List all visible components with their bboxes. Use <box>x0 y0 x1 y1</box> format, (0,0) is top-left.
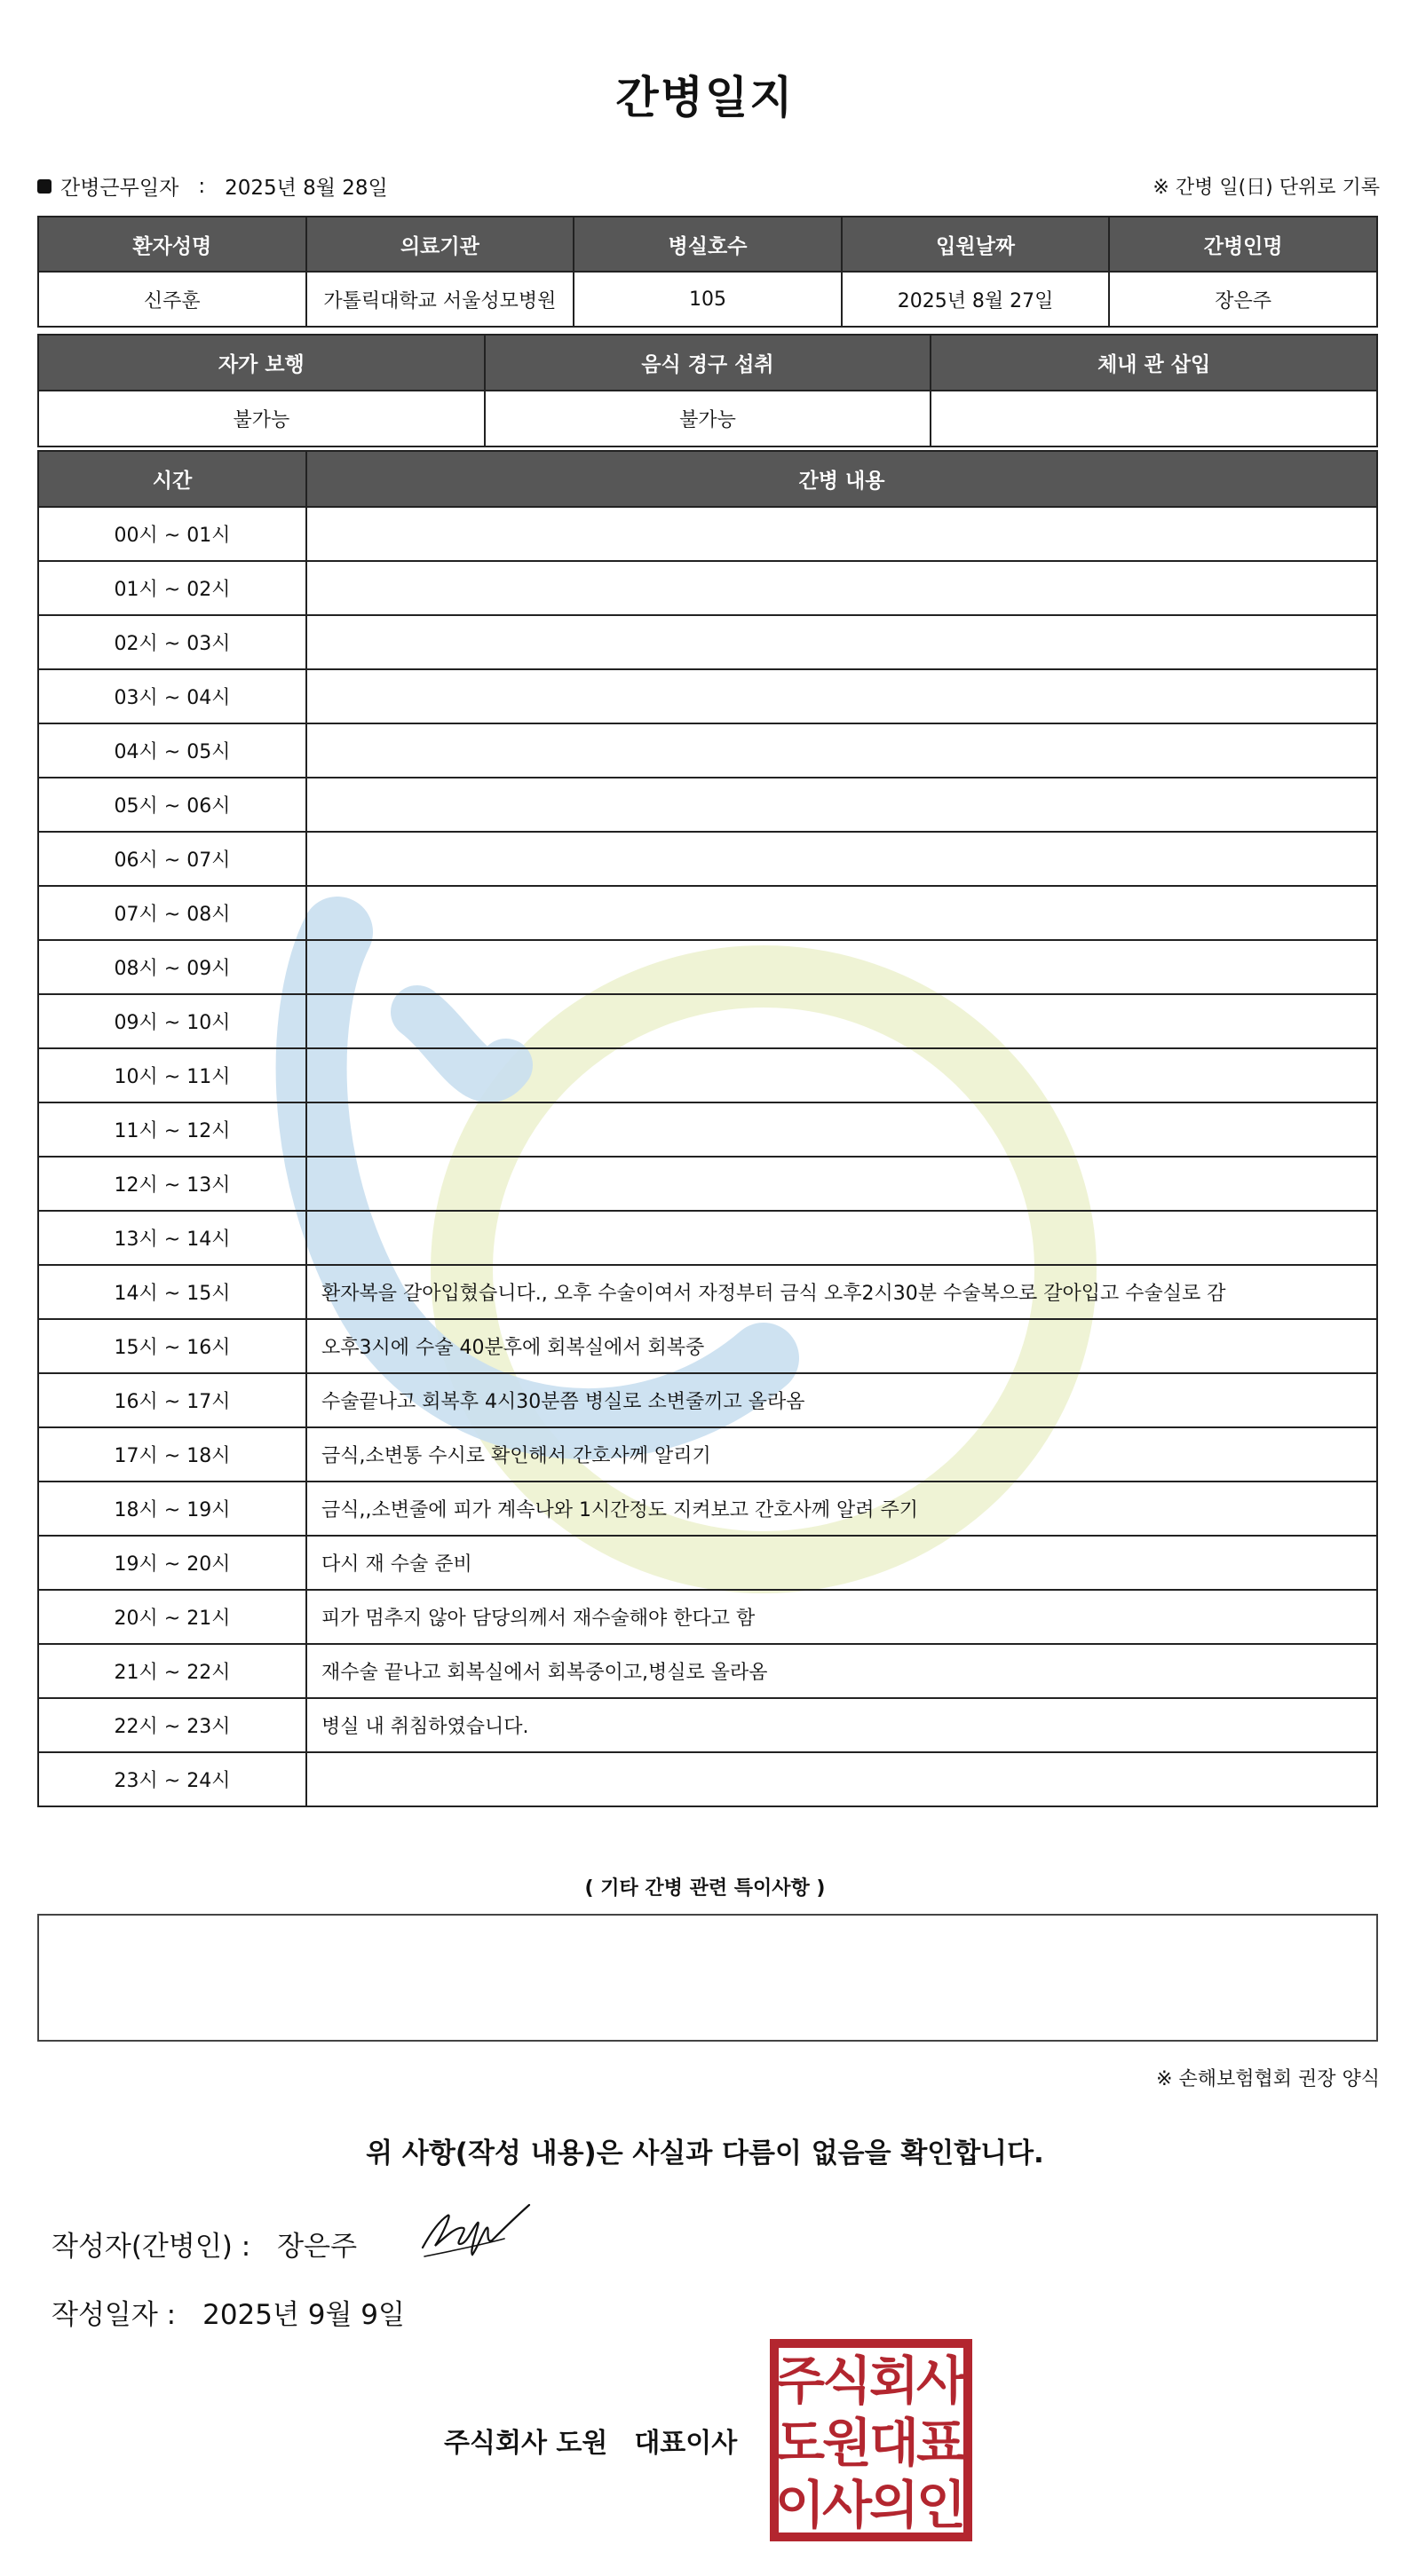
table-row <box>38 940 1377 994</box>
care-content-cell: 다시 재 수술 준비 <box>306 1536 1377 1590</box>
care-content-cell <box>306 832 1377 886</box>
header-time: 시간 <box>38 451 306 507</box>
time-cell: 15시 ~ 16시 <box>38 1319 306 1373</box>
care-date-separator: : <box>198 174 206 198</box>
seal-character: 의 <box>868 2475 920 2535</box>
time-cell: 05시 ~ 06시 <box>38 778 306 832</box>
table-row <box>38 723 1377 778</box>
table-row <box>38 1265 1377 1319</box>
seal-character: 사 <box>821 2475 873 2535</box>
self-walking-value: 불가능 <box>38 391 485 446</box>
care-content-cell <box>306 1752 1377 1806</box>
seal-character: 사 <box>915 2351 967 2411</box>
care-content-cell <box>306 1211 1377 1265</box>
association-note: ※ 손해보험협회 권장 양식 <box>1156 2068 1380 2090</box>
table-row <box>38 994 1377 1048</box>
care-content-cell <box>306 886 1377 940</box>
table-row <box>38 1698 1377 1752</box>
care-log-table <box>37 450 1378 1807</box>
seal-character: 인 <box>915 2475 967 2535</box>
table-row <box>38 886 1377 940</box>
page-title: 간병일지 <box>615 72 795 123</box>
care-content-cell <box>306 1157 1377 1211</box>
time-cell: 22시 ~ 23시 <box>38 1698 306 1752</box>
writer-line <box>51 2224 357 2264</box>
care-content-cell <box>306 940 1377 994</box>
time-cell: 23시 ~ 24시 <box>38 1752 306 1806</box>
care-content-cell: 환자복을 갈아입혔습니다., 오후 수술이여서 자정부터 금식 오후2시30분 수술복으로 갈아입고 수술실로 감 <box>306 1265 1377 1319</box>
care-content-cell <box>306 669 1377 723</box>
care-content-cell: 오후3시에 수술 40분후에 회복실에서 회복중 <box>306 1319 1377 1373</box>
care-content-cell: 병실 내 취침하였습니다. <box>306 1698 1377 1752</box>
table-row <box>38 507 1377 561</box>
time-cell: 01시 ~ 02시 <box>38 561 306 615</box>
time-cell: 13시 ~ 14시 <box>38 1211 306 1265</box>
header-caregiver-name: 간병인명 <box>1109 217 1377 272</box>
company-title: 대표이사 <box>634 2428 738 2459</box>
table-row <box>38 1048 1377 1102</box>
table-row <box>38 1427 1377 1482</box>
table-row <box>38 1102 1377 1157</box>
header-room-number: 병실호수 <box>574 217 842 272</box>
time-cell: 17시 ~ 18시 <box>38 1427 306 1482</box>
care-date <box>37 171 388 201</box>
time-cell: 00시 ~ 01시 <box>38 507 306 561</box>
written-date-value: 2025년 9월 9일 <box>202 2299 405 2331</box>
seal-character: 회 <box>868 2351 920 2411</box>
time-cell: 21시 ~ 22시 <box>38 1644 306 1698</box>
table-row <box>38 778 1377 832</box>
time-cell: 14시 ~ 15시 <box>38 1265 306 1319</box>
tube-insertion-value <box>931 391 1377 446</box>
caregiver-name: 장은주 <box>1109 272 1377 327</box>
table-row <box>38 1752 1377 1806</box>
table-row <box>38 1482 1377 1536</box>
bullet-square-icon <box>37 179 51 194</box>
care-content-cell <box>306 778 1377 832</box>
seal-character: 도 <box>774 2413 826 2473</box>
seal-character: 이 <box>774 2475 826 2535</box>
care-content-cell <box>306 561 1377 615</box>
room-number: 105 <box>574 272 842 327</box>
special-notes-title: ( 기타 간병 관련 특이사항 ) <box>584 1877 826 1900</box>
table-row <box>38 1590 1377 1644</box>
writer-name: 장은주 <box>277 2231 358 2263</box>
oral-intake-value: 불가능 <box>485 391 931 446</box>
time-cell: 11시 ~ 12시 <box>38 1102 306 1157</box>
time-cell: 07시 ~ 08시 <box>38 886 306 940</box>
company-name: 주식회사 도원 <box>444 2428 608 2459</box>
table-row <box>38 1157 1377 1211</box>
time-cell: 04시 ~ 05시 <box>38 723 306 778</box>
table-row <box>38 832 1377 886</box>
time-cell: 08시 ~ 09시 <box>38 940 306 994</box>
table-row <box>38 1644 1377 1698</box>
time-cell: 19시 ~ 20시 <box>38 1536 306 1590</box>
seal-character: 주 <box>774 2351 826 2411</box>
table-row <box>38 669 1377 723</box>
time-cell: 12시 ~ 13시 <box>38 1157 306 1211</box>
care-content-cell: 피가 멈추지 않아 담당의께서 재수술해야 한다고 함 <box>306 1590 1377 1644</box>
hospital-name: 가톨릭대학교 서울성모병원 <box>306 272 574 327</box>
writer-label: 작성자(간병인) : <box>51 2231 251 2263</box>
company-line <box>444 2421 737 2460</box>
seal-character: 표 <box>915 2413 967 2473</box>
care-date-label: 간병근무일자 <box>60 177 179 200</box>
table-row <box>38 1319 1377 1373</box>
header-care-content: 간병 내용 <box>306 451 1377 507</box>
care-content-cell: 재수술 끝나고 회복실에서 회복중이고,병실로 올라옴 <box>306 1644 1377 1698</box>
patient-status-table <box>37 334 1378 447</box>
table-row <box>38 1536 1377 1590</box>
admission-date: 2025년 8월 27일 <box>842 272 1110 327</box>
care-content-cell <box>306 615 1377 669</box>
care-content-cell <box>306 1048 1377 1102</box>
seal-character: 원 <box>821 2413 873 2473</box>
table-row <box>38 1373 1377 1427</box>
care-content-cell <box>306 723 1377 778</box>
header-tube-insertion: 체내 관 삽입 <box>931 335 1377 391</box>
header-oral-intake: 음식 경구 섭취 <box>485 335 931 391</box>
care-content-cell <box>306 1102 1377 1157</box>
time-cell: 10시 ~ 11시 <box>38 1048 306 1102</box>
record-unit-note: ※ 간병 일(日) 단위로 기록 <box>1153 177 1380 199</box>
care-content-cell: 금식,소변통 수시로 확인해서 간호사께 알리기 <box>306 1427 1377 1482</box>
time-cell: 16시 ~ 17시 <box>38 1373 306 1427</box>
confirmation-statement: 위 사항(작성 내용)은 사실과 다름이 없음을 확인합니다. <box>366 2137 1044 2169</box>
company-seal-stamp <box>769 2338 973 2542</box>
time-cell: 06시 ~ 07시 <box>38 832 306 886</box>
patient-name: 신주훈 <box>38 272 306 327</box>
seal-character: 대 <box>868 2413 920 2473</box>
care-date-value: 2025년 8월 28일 <box>225 177 388 200</box>
care-content-cell <box>306 994 1377 1048</box>
time-cell: 09시 ~ 10시 <box>38 994 306 1048</box>
header-admission-date: 입원날짜 <box>842 217 1110 272</box>
table-row <box>38 561 1377 615</box>
seal-character: 식 <box>821 2351 873 2411</box>
header-hospital: 의료기관 <box>306 217 574 272</box>
time-cell: 18시 ~ 19시 <box>38 1482 306 1536</box>
signature-image <box>416 2193 533 2264</box>
table-row <box>38 1211 1377 1265</box>
time-cell: 20시 ~ 21시 <box>38 1590 306 1644</box>
care-content-cell <box>306 507 1377 561</box>
header-patient-name: 환자성명 <box>38 217 306 272</box>
special-notes-box <box>37 1914 1378 2042</box>
patient-info-table <box>37 216 1378 328</box>
time-cell: 02시 ~ 03시 <box>38 615 306 669</box>
header-self-walking: 자가 보행 <box>38 335 485 391</box>
time-cell: 03시 ~ 04시 <box>38 669 306 723</box>
care-content-cell: 수술끝나고 회복후 4시30분쯤 병실로 소변줄끼고 올라옴 <box>306 1373 1377 1427</box>
care-content-cell: 금식,,소변줄에 피가 계속나와 1시간정도 지켜보고 간호사께 알려 주기 <box>306 1482 1377 1536</box>
written-date-label: 작성일자 : <box>51 2299 177 2331</box>
table-row <box>38 615 1377 669</box>
written-date-line <box>51 2292 405 2332</box>
